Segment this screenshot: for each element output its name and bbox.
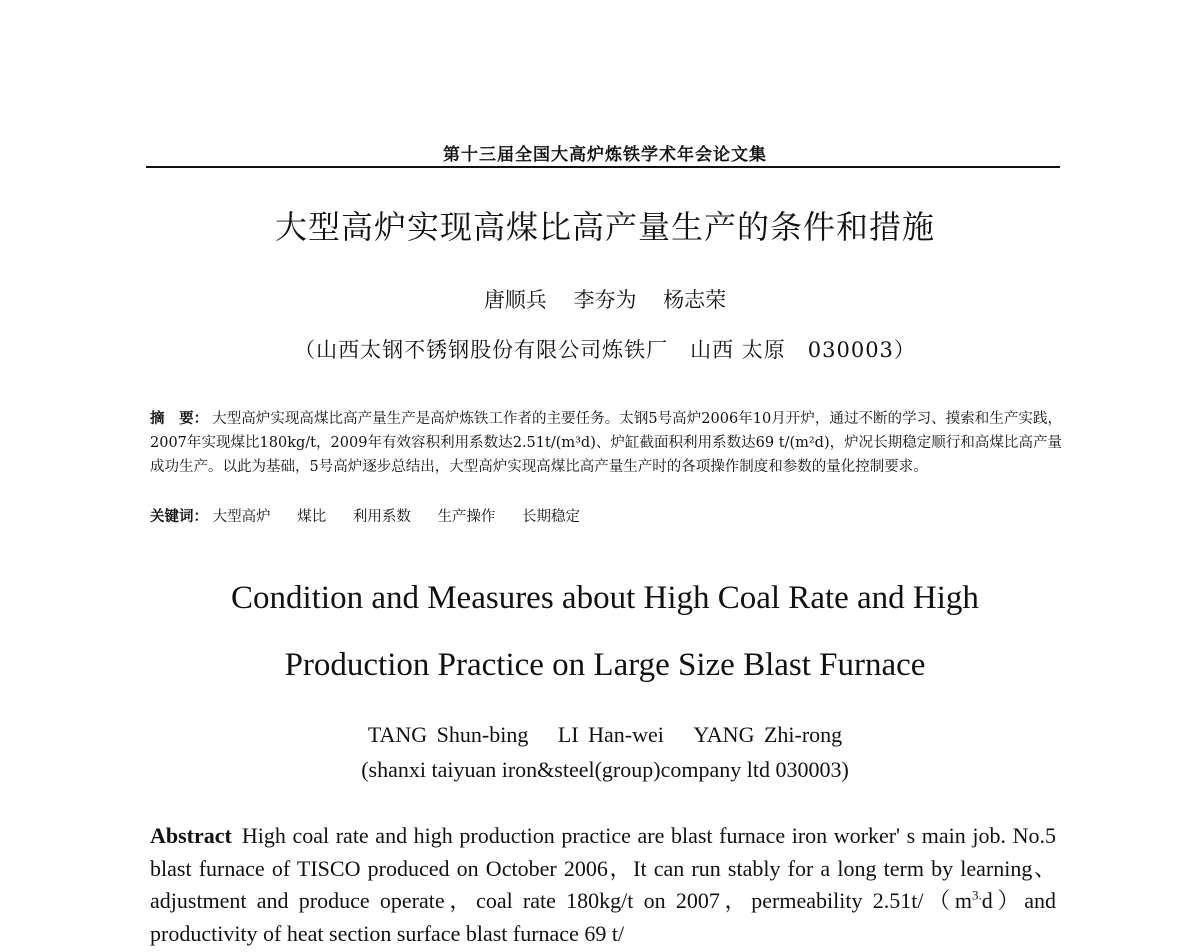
english-title-line-1: Condition and Measures about High Coal Rate and High — [231, 580, 979, 616]
author-2-en: LI Han-wei — [557, 722, 664, 747]
english-abstract-superscript: 3. — [972, 887, 982, 903]
keyword-4: 生产操作 — [437, 509, 496, 525]
english-authors — [150, 722, 1060, 748]
english-affiliation: (shanxi taiyuan iron&steel(group)company ltd 030003) — [361, 757, 849, 782]
chinese-authors — [150, 284, 1060, 314]
author-2-cn: 李夯为 — [573, 288, 637, 312]
english-abstract-label: Abstract — [150, 823, 232, 848]
keyword-1: 大型高炉 — [212, 509, 271, 525]
author-3-en: YANG Zhi-rong — [693, 722, 843, 747]
running-header: 第十三届全国大高炉炼铁学术年会论文集 — [443, 145, 767, 165]
english-title-line-2: Production Practice on Large Size Blast Furnace — [284, 647, 926, 683]
author-1-en: TANG Shun-bing — [367, 722, 529, 747]
author-3-cn: 杨志荣 — [663, 288, 727, 312]
english-title — [150, 565, 1060, 699]
chinese-title: 大型高炉实现高煤比高产量生产的条件和措施 — [274, 208, 935, 246]
keyword-3: 利用系数 — [352, 509, 411, 525]
english-abstract-text-1: High coal rate and high production practice are blast furnace iron worker' s main job. No.5 blast furnace of TISCO produced on October 2006，It can run stably for a long term by learning、adjustment and produce operate，coal rate 180kg/t on 2007，permeability 2.51t/（m — [150, 823, 1056, 913]
english-abstract — [150, 820, 1056, 950]
chinese-abstract-text: 大型高炉实现高煤比高产量生产是高炉炼铁工作者的主要任务。太钢5号高炉2006年10月开炉，通过不断的学习、摸索和生产实践，2007年实现煤比180kg/t，2009年有效容积利用系数达2.51t/(m³d)、炉缸截面积利用系数达69 t/(m²d)，炉况长期稳定顺行和高煤比高产量成功生产。以此为基础，5号高炉逐步总结出，大型高炉实现高煤比高产量生产时的各项操作制度和参数的量化控制要求。 — [150, 411, 1063, 475]
chinese-abstract-label: 摘 要： — [150, 411, 209, 427]
chinese-keywords-label: 关键词： — [150, 509, 208, 525]
header-rule — [146, 166, 1060, 168]
chinese-affiliation: （山西太钢不锈钢股份有限公司炼铁厂 山西 太原 030003） — [294, 338, 916, 362]
chinese-keywords — [150, 505, 1062, 529]
author-1-cn: 唐顺兵 — [483, 288, 547, 312]
english-abstract-text-2: d）and productivity of heat section surface blast furnace 69 t/ — [150, 888, 1056, 946]
keyword-2: 煤比 — [297, 509, 327, 525]
keyword-5: 长期稳定 — [522, 509, 581, 525]
chinese-abstract — [150, 407, 1062, 479]
